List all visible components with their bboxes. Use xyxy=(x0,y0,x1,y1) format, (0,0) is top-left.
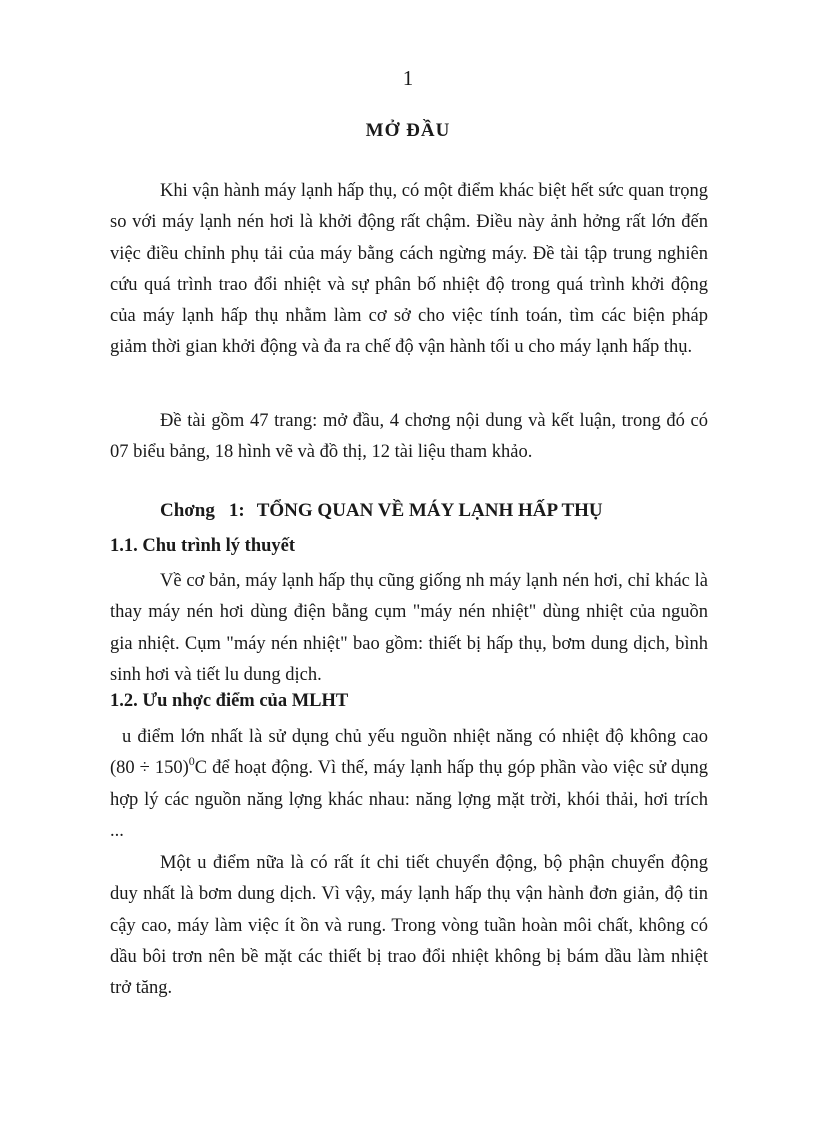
section-1-2-text-b: C để hoạt động. Vì thế, máy lạnh hấp thụ góp phần vào việc sử dụng hợp lý các nguồn năng lợng khác nhau: năng lợng mặt trời, khói thải, hơi trích ... xyxy=(110,758,708,841)
section-1-2-paragraph-1 xyxy=(110,722,708,847)
section-1-1-paragraph: Về cơ bản, máy lạnh hấp thụ cũng giống nh máy lạnh nén hơi, chỉ khác là thay máy nén hơi dùng điện bằng cụm "máy nén nhiệt" dùng nhiệt của nguồn gia nhiệt. Cụm "máy nén nhiệt" bao gồm: thiết bị hấp thụ, bơm dung dịch, bình sinh hơi và tiết lu dung dịch. xyxy=(110,571,708,685)
page-title: MỞ ĐẦU xyxy=(365,120,451,141)
degree-superscript: 0 xyxy=(188,754,195,769)
chapter-heading xyxy=(160,500,603,522)
section-heading-1-1: 1.1. Chu trình lý thuyết xyxy=(110,536,296,556)
intro-paragraph-2: Đề tài gồm 47 trang: mở đầu, 4 chơng nội dung và kết luận, trong đó có 07 biểu bảng, 18 hình vẽ và đồ thị, 12 tài liệu tham khảo. xyxy=(110,411,708,463)
section-1-2-text-a: u điểm lớn nhất là sử dụng chủ yếu nguồn nhiệt năng có nhiệt độ không cao (80 ÷ 150) xyxy=(110,727,708,779)
chapter-label: Chơng xyxy=(160,500,215,521)
page-number: 1 xyxy=(402,66,414,90)
chapter-name: TỔNG QUAN VỀ MÁY LẠNH HẤP THỤ xyxy=(256,500,603,521)
chapter-number: 1: xyxy=(228,500,245,521)
section-heading-1-2: 1.2. Ưu nhợc điểm của MLHT xyxy=(110,691,349,711)
intro-paragraph-1: Khi vận hành máy lạnh hấp thụ, có một điểm khác biệt hết sức quan trọng so với máy lạnh nén hơi là khởi động rất chậm. Điều này ảnh hởng rất lớn đến việc điều chỉnh phụ tải của máy bằng cách ngừng máy. Đề tài tập trung nghiên cứu quá trình trao đổi nhiệt và sự phân bố nhiệt độ trong quá trình khởi động của máy lạnh hấp thụ nhằm làm cơ sở cho việc tính toán, tìm các biện pháp giảm thời gian khởi động và đa ra chế độ vận hành tối u cho máy lạnh hấp thụ. xyxy=(110,181,708,358)
section-1-2-paragraph-2: Một u điểm nữa là có rất ít chi tiết chuyển động, bộ phận chuyển động duy nhất là bơm dung dịch. Vì vậy, máy lạnh hấp thụ vận hành đơn giản, độ tin cậy cao, máy làm việc ít ồn và rung. Trong vòng tuần hoàn môi chất, không có dầu bôi trơn nên bề mặt các thiết bị trao đổi nhiệt không bị bám dầu làm nhiệt trở tăng. xyxy=(110,853,708,999)
